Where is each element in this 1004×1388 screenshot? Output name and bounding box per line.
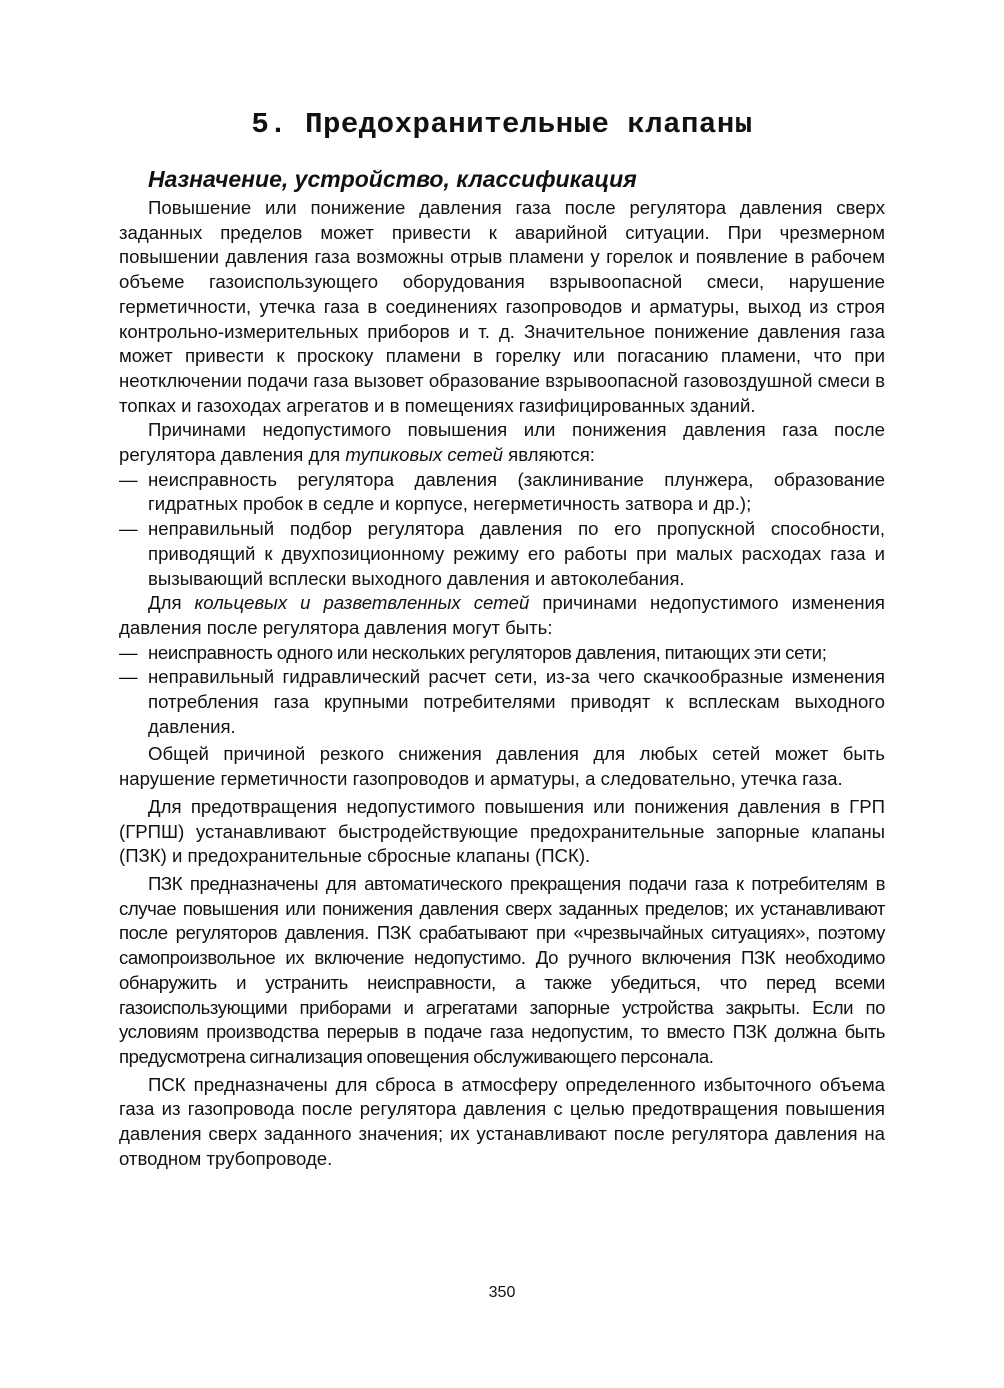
paragraph-psk: ПСК предназначены для сброса в атмосферу определенного избыточного объема газа из газопровода после регулятора давления с целью предотвращения повышения давления сверх заданного значения; их устанавливают после регулятора давления на отводном трубопроводе. xyxy=(119,1073,885,1169)
list-dash: — xyxy=(119,468,138,490)
list-item: — неправильный гидравлический расчет сети, из-за чего скачкообразные изменения потребления газа крупными потребителями приводят к всплескам выходного давления. xyxy=(119,666,885,737)
list-item: — неисправность одного или нескольких регуляторов давления, питающих эти сети; xyxy=(119,641,885,666)
paragraph-prevention: Для предотвращения недопустимого повышения или понижения давления в ГРП (ГРПШ) устанавливают быстродействующие предохранительные запорные клапаны (ПЗК) и предохранительные сбросные клапаны (ПСК). xyxy=(119,795,885,867)
list-dash: — xyxy=(119,666,138,688)
emphasis-ring-networks: кольцевых и разветвленных сетей xyxy=(194,592,530,614)
list-item: — неправильный подбор регулятора давления по его пропускной способности, приводящий к двухпозиционному режиму его работы при малых расходах газа и вызывающий всплески выходного давления и автоколебания. xyxy=(119,518,885,589)
paragraph-intro: Повышение или понижение давления газа после регулятора давления сверх заданных пределов может привести к аварийной ситуации. При чрезмерном повышении давления газа возможны отрыв пламени у горелок и появление в рабочем объеме газоиспользующего оборудования взрывоопасной смеси, нарушение герметичности, утечка газа в соединениях газопроводов и арматуры, выход из строя контрольно-измерительных приборов и т. д. Значительное понижение давления газа может привести к проскоку пламени в горелку или погасанию пламени, что при неотключении подачи газа вызовет образование взрывоопасной газовоздушной смеси в топках и газоходах агрегатов и в помещениях газифицированных зданий. xyxy=(119,197,885,416)
ring-causes-list xyxy=(119,641,885,740)
body-text xyxy=(119,196,885,1171)
list-item: — неисправность регулятора давления (заклинивание плунжера, образование гидратных пробок в седле и корпусе, негерметичность затвора и др.); xyxy=(119,468,885,515)
emphasis-dead-end-networks: тупиковых сетей xyxy=(345,444,503,466)
paragraph-common-cause: Общей причиной резкого снижения давления для любых сетей может быть нарушение герметичности газопроводов и арматуры, а следовательно, утечка газа. xyxy=(119,743,885,790)
list-dash: — xyxy=(119,641,138,663)
list-dash: — xyxy=(119,518,138,540)
paragraph-ring-causes: Для кольцевых и разветвленных сетей причинами недопустимого изменения давления после регулятора давления могут быть: xyxy=(119,592,885,638)
dead-end-causes-list xyxy=(119,468,885,592)
page-number: 350 xyxy=(488,1284,516,1301)
paragraph-pzk: ПЗК предназначены для автоматического прекращения подачи газа к потребителям в случае повышения или понижения давления сверх заданных пределов; их устанавливают после регуляторов давления. ПЗК срабатывают при «чрезвычайных ситуациях», поэтому самопроизвольное их включение недопустимо. До ручного включения ПЗК необходимо обнаружить и устранить неисправности, а также убедиться, что перед всеми газоиспользующими приборами и агрегатами запорные устройства закрыты. Если по условиям производства перерыв в подаче газа недопустим, то вместо ПЗК должна быть предусмотрена сигнализация оповещения обслуживающего персонала. xyxy=(119,872,885,1067)
section-heading: Назначение, устройство, классификация xyxy=(148,166,637,192)
paragraph-dead-end-causes: Причинами недопустимого повышения или понижения давления газа после регулятора давления для тупиковых сетей являются: xyxy=(119,419,885,466)
chapter-title: 5. Предохранительные клапаны xyxy=(251,108,753,141)
